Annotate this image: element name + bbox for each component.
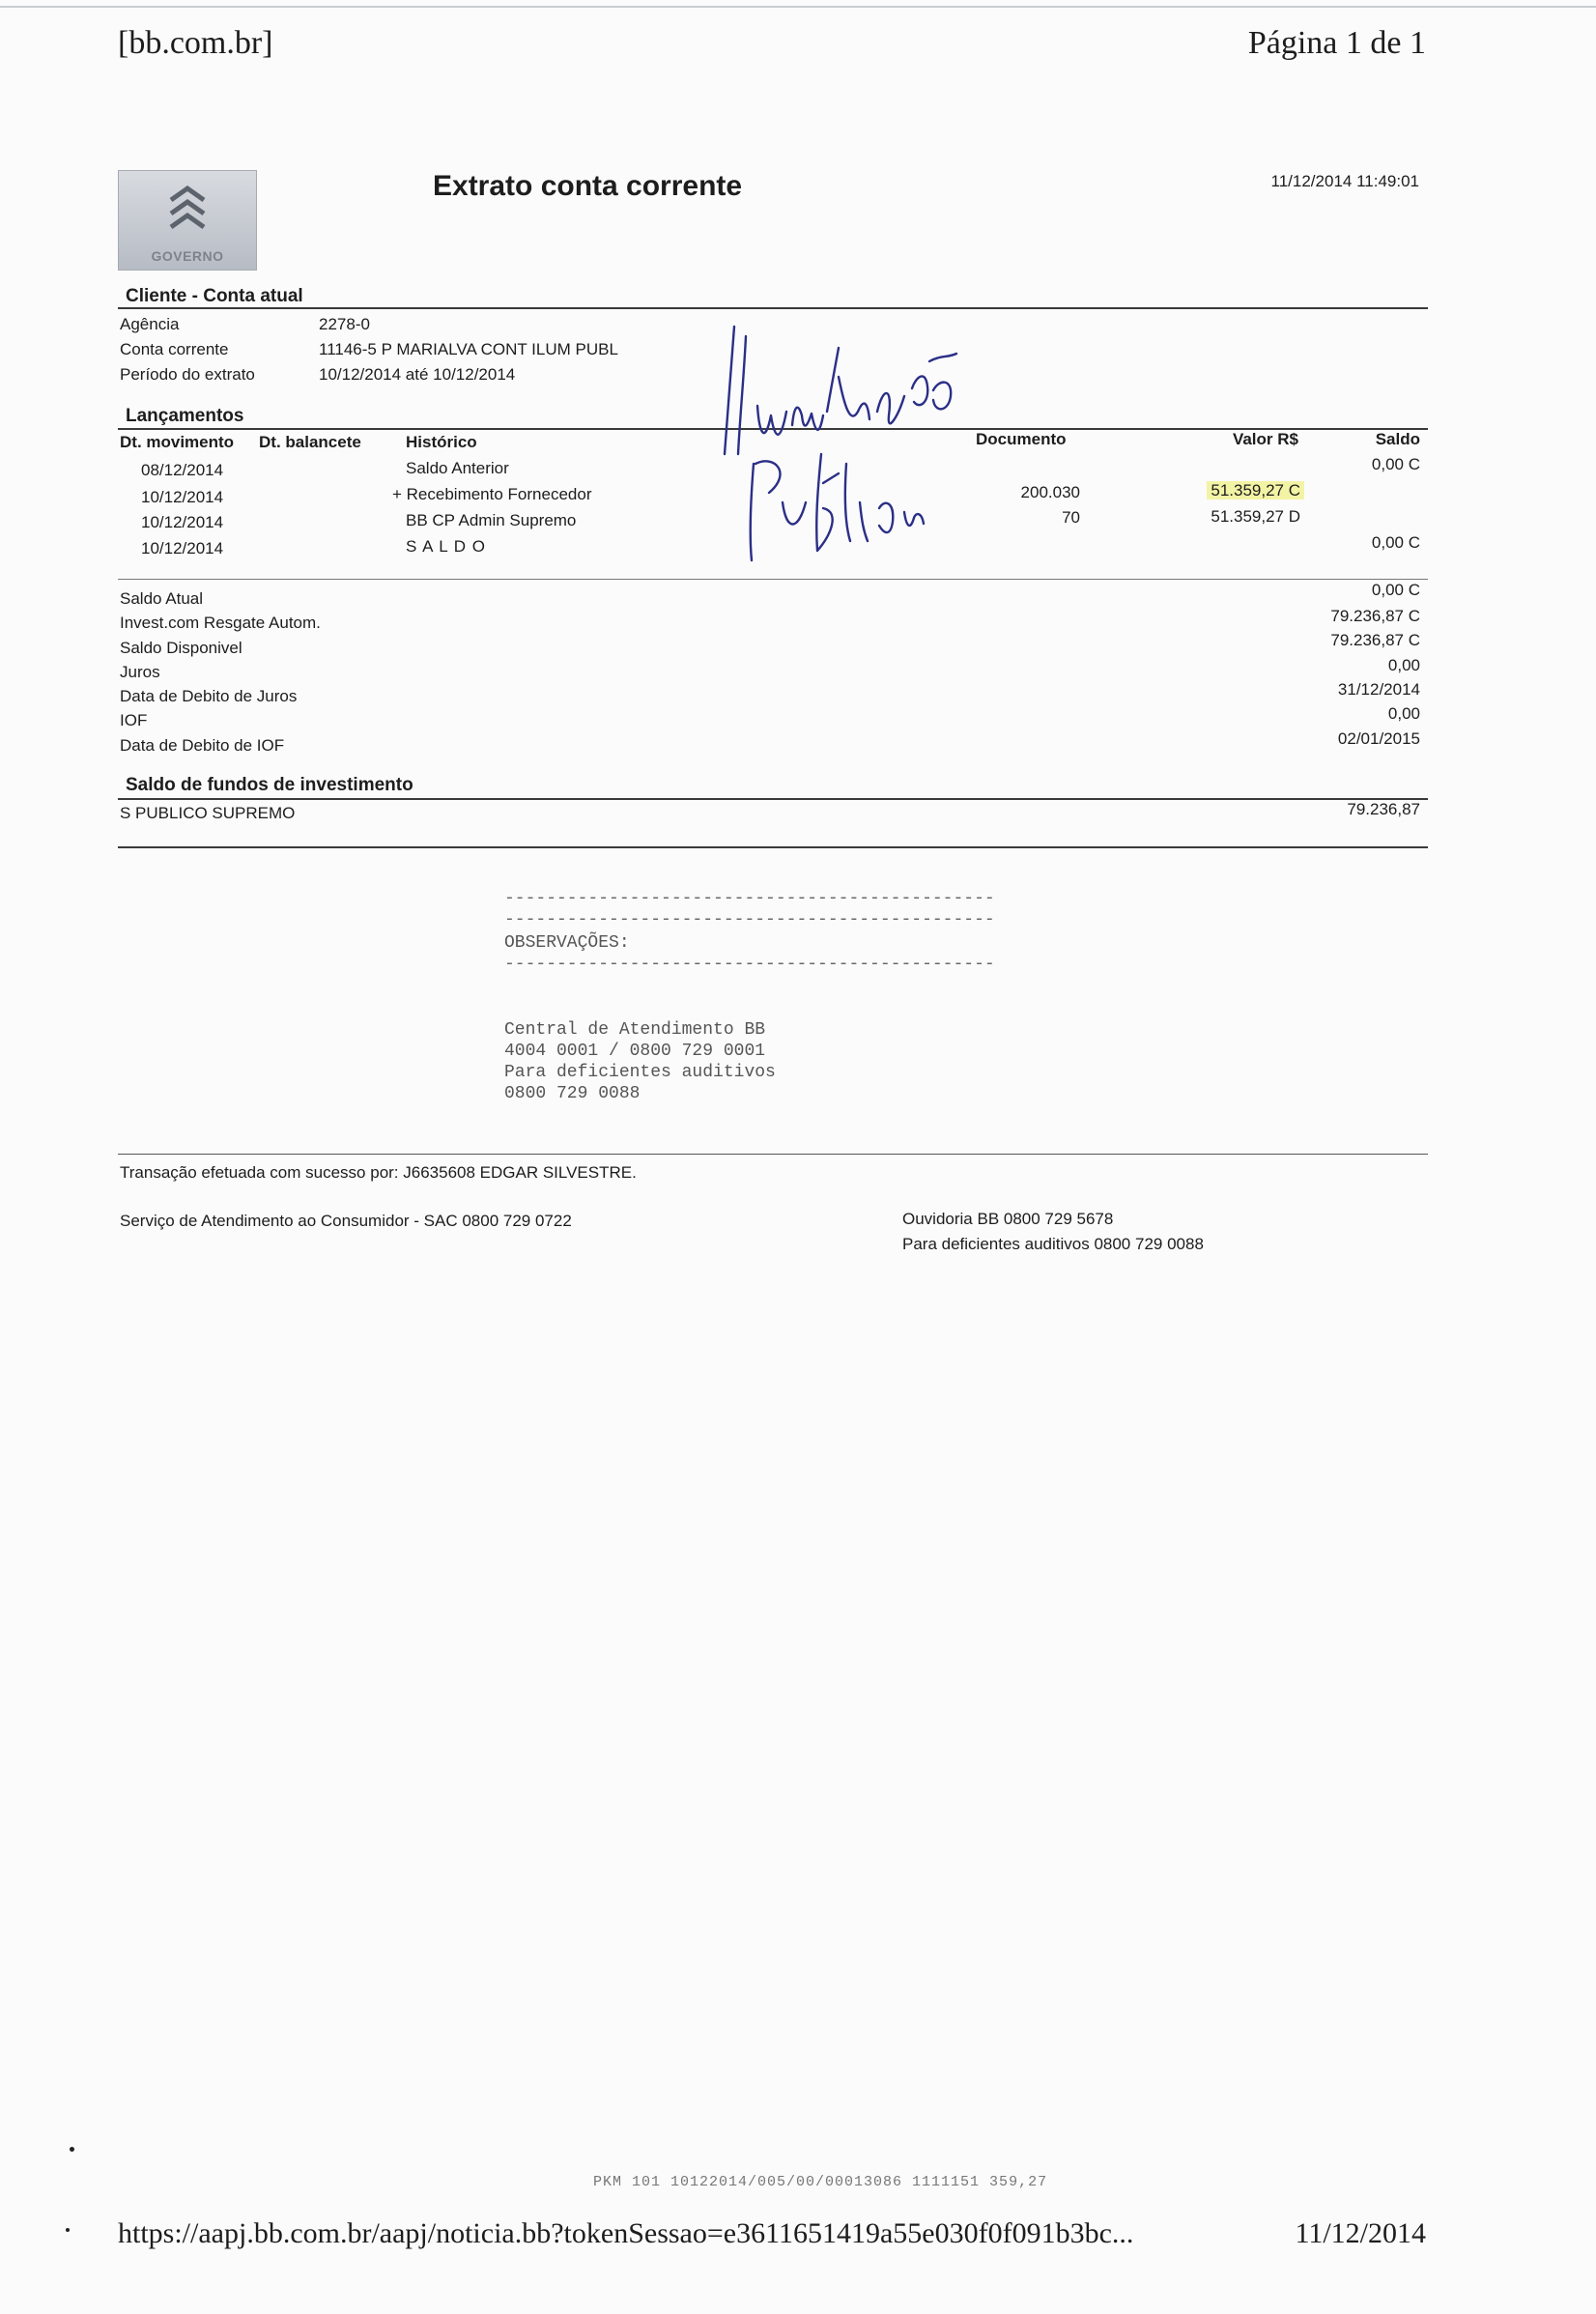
scan-speck <box>70 2147 74 2152</box>
conta-label: Conta corrente <box>120 340 229 358</box>
resumo-label: Data de Debito de Juros <box>120 687 298 705</box>
fundos-bottom-rule <box>118 846 1428 848</box>
print-footer-url: https://aapj.bb.com.br/aapj/noticia.bb?tokenSessao=e3611651419a55e030f0f091b3bc... <box>118 2217 1134 2249</box>
conta-value: 11146-5 P MARIALVA CONT ILUM PUBL <box>319 340 618 358</box>
ouvidoria-text: Ouvidoria BB 0800 729 5678 <box>902 1210 1114 1228</box>
row-historico: BB CP Admin Supremo <box>406 511 577 529</box>
fundo-name: S PUBLICO SUPREMO <box>120 804 296 822</box>
row-historico: + Recebimento Fornecedor <box>392 485 592 503</box>
central-line: 4004 0001 / 0800 729 0001 <box>504 1042 766 1061</box>
document-timestamp: 11/12/2014 11:49:01 <box>1270 172 1419 190</box>
row-valor <box>1207 481 1304 500</box>
central-line: Central de Atendimento BB <box>504 1020 766 1040</box>
resumo-label: Saldo Atual <box>120 589 204 608</box>
row-dt-movimento: 10/12/2014 <box>141 513 224 531</box>
row-historico: S A L D O <box>406 537 487 556</box>
row-dt-movimento: 08/12/2014 <box>141 461 224 479</box>
handwritten-annotation <box>715 319 1005 575</box>
dash-line: ----------------------------------------------- <box>504 955 995 974</box>
row-documento: 200.030 <box>1020 483 1080 501</box>
central-line: 0800 729 0088 <box>504 1084 641 1103</box>
row-saldo: 0,00 C <box>1371 455 1420 473</box>
page-top-edge <box>0 6 1596 8</box>
col-saldo: Saldo <box>1375 430 1420 448</box>
resumo-value: 79.236,87 C <box>1330 631 1420 649</box>
resumo-value: 02/01/2015 <box>1337 729 1420 748</box>
resumo-label: Saldo Disponivel <box>120 639 242 657</box>
col-dt-balancete: Dt. balancete <box>259 433 361 451</box>
resumo-value: 0,00 C <box>1371 581 1420 599</box>
resumo-value: 0,00 <box>1387 656 1420 674</box>
col-historico: Histórico <box>406 433 477 451</box>
resumo-label: IOF <box>120 711 148 729</box>
row-documento: 70 <box>1062 508 1080 527</box>
resumo-label: Data de Debito de IOF <box>120 736 285 755</box>
sac-text: Serviço de Atendimento ao Consumidor - SAC 0800 729 0722 <box>120 1212 572 1230</box>
col-dt-movimento: Dt. movimento <box>120 433 235 451</box>
fundo-value: 79.236,87 <box>1347 800 1420 818</box>
print-footer-date: 11/12/2014 <box>1295 2217 1426 2249</box>
highlighted-value: 51.359,27 C <box>1207 481 1304 500</box>
footer-rule <box>118 1154 1428 1155</box>
scan-speck <box>66 2228 70 2232</box>
cliente-heading: Cliente - Conta atual <box>126 286 303 306</box>
row-dt-movimento: 10/12/2014 <box>141 488 224 506</box>
periodo-value: 10/12/2014 até 10/12/2014 <box>319 365 516 384</box>
agencia-value: 2278-0 <box>319 315 370 333</box>
observacoes-label: OBSERVAÇÕES: <box>504 933 630 953</box>
dash-line: ----------------------------------------------- <box>504 910 995 929</box>
document-title: Extrato conta corrente <box>433 170 743 202</box>
bank-logo <box>118 170 257 271</box>
row-historico: Saldo Anterior <box>406 459 509 477</box>
print-header-page: Página 1 de 1 <box>1247 25 1426 61</box>
resumo-label: Juros <box>120 663 160 681</box>
row-dt-movimento: 10/12/2014 <box>141 539 224 557</box>
handwriting-drawing <box>715 319 1005 570</box>
dash-line: ----------------------------------------------- <box>504 889 995 908</box>
resumo-label: Invest.com Resgate Autom. <box>120 614 321 632</box>
periodo-label: Período do extrato <box>120 365 255 384</box>
agencia-label: Agência <box>120 315 180 333</box>
col-documento: Documento <box>976 430 1067 448</box>
row-saldo: 0,00 C <box>1371 533 1420 552</box>
fundos-rule <box>118 798 1428 800</box>
print-header-site: [bb.com.br] <box>118 25 273 61</box>
resumo-value: 79.236,87 C <box>1330 607 1420 625</box>
resumo-value: 31/12/2014 <box>1337 680 1420 699</box>
resumo-rule <box>118 579 1428 580</box>
logo-label: GOVERNO <box>151 248 224 264</box>
cliente-rule <box>118 307 1428 309</box>
bb-logo-icon <box>161 181 214 233</box>
scan-stamp: PKM 101 10122014/005/00/00013086 1111151 359,27 <box>593 2174 1048 2190</box>
row-valor: 51.359,27 D <box>1211 507 1300 526</box>
central-line: Para deficientes auditivos <box>504 1063 776 1082</box>
deficientes-text: Para deficientes auditivos 0800 729 0088 <box>902 1235 1204 1253</box>
col-valor: Valor R$ <box>1232 430 1298 448</box>
transacao-text: Transação efetuada com sucesso por: J6635608 EDGAR SILVESTRE. <box>120 1163 637 1182</box>
resumo-value: 0,00 <box>1387 704 1420 723</box>
fundos-heading: Saldo de fundos de investimento <box>126 775 413 795</box>
lancamentos-heading: Lançamentos <box>126 406 244 426</box>
